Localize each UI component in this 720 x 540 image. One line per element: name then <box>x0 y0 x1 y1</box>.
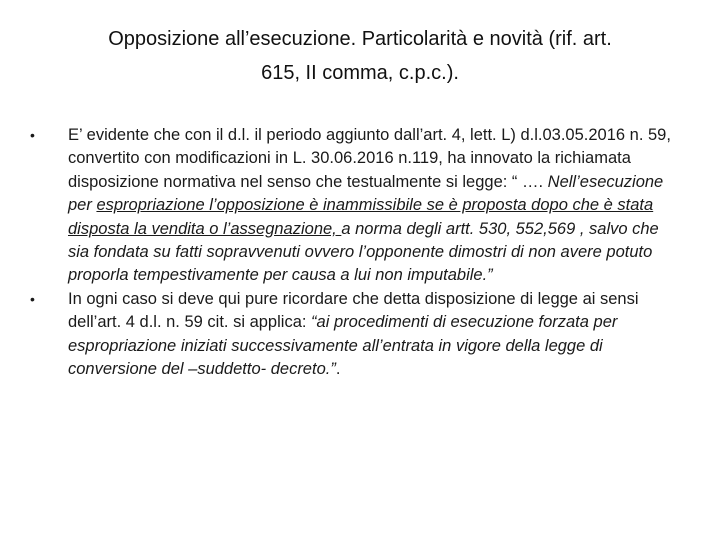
bullet-1-italic-text: Nell’esecuzione per <box>68 172 664 215</box>
bullet-2-tail: . <box>335 360 341 379</box>
bullet-2-italic-quote: “ai procedimenti di esecuzione forzata per espropriazione iniziati successivamente all’entrata in vigore della legge di conversione del –suddetto- decreto.” <box>68 313 618 379</box>
bullet-dot-icon: • <box>30 290 35 307</box>
title-line-1: Opposizione all’esecuzione. Particolarità e novità (rif. art. <box>108 28 612 50</box>
bullet-1-italic-text-2: a norma degli artt. 530, 552,569 , salvo che sia fondata su fatti sopravvenuti ovvero l’opponente dimostri di non avere potuto proporla tempestivamente per causa a lui non imputabile.” <box>68 219 659 285</box>
bullet-item-2 <box>30 288 680 382</box>
slide-title <box>40 22 680 90</box>
bullet-dot-icon: • <box>30 127 35 143</box>
bullet-list <box>30 124 680 381</box>
bullet-1-underlined-text: espropriazione l’opposizione è inammissibile se è proposta dopo che è stata disposta la vendita o l’assegnazione, <box>68 196 654 238</box>
bullet-item-1 <box>30 124 680 288</box>
bullet-2-intro: In ogni caso si deve qui pure ricordare che detta disposizione di legge ai sensi dell’art. 4 d.l. n. 59 cit. si applica: <box>68 289 639 332</box>
title-line-2: 615, II comma, c.p.c.). <box>261 62 459 84</box>
bullet-1-intro: E’ evidente che con il d.l. il periodo aggiunto dall’art. 4, lett. L) d.l.03.05.2016 n. 59, convertito con modificazioni in L. 30.06.2016 n.119, ha innovato la richiamata disposizione normativa nel senso che testualmente si legge: “ …. <box>68 126 671 191</box>
